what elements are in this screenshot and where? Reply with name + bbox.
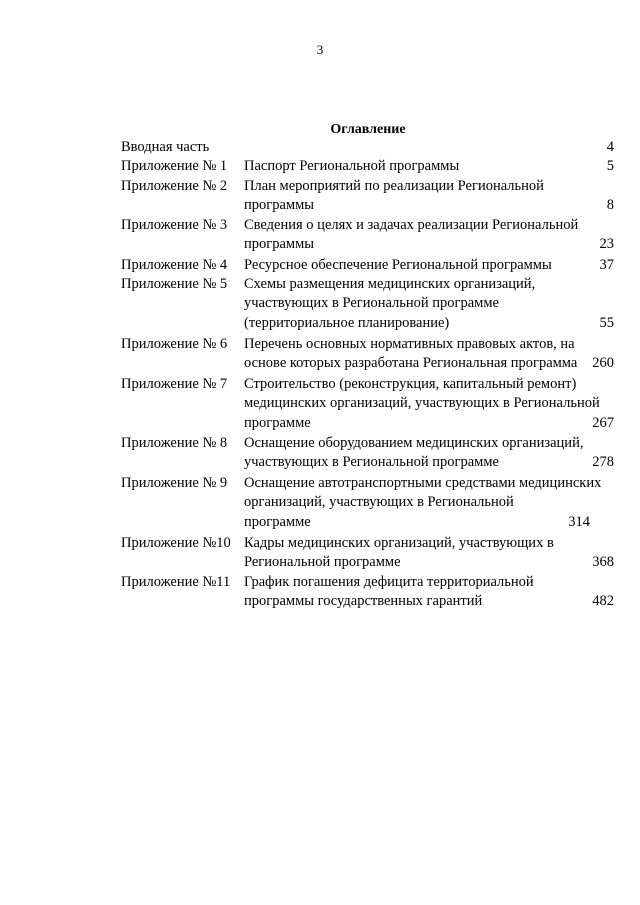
toc-entry-label: Приложение № 7 (121, 376, 228, 392)
toc-entry-title-line: Паспорт Региональной программы (244, 158, 460, 174)
toc-entry-title-line: программы (244, 236, 314, 252)
toc-entry-label: Приложение №11 (121, 574, 231, 590)
toc-entry-title-line: программы государственных гарантий (244, 593, 483, 609)
toc-entry-title-line: организаций, участвующих в Региональной (244, 494, 514, 510)
toc-entry-title-line: Оснащение оборудованием медицинских организаций, (244, 435, 584, 451)
toc-entry-label: Вводная часть (121, 139, 210, 155)
toc-entry-page: 8 (606, 197, 614, 213)
toc-entry-page: 278 (592, 454, 614, 470)
toc-entry-page: 5 (606, 158, 614, 174)
toc-entry-label: Приложение № 5 (121, 276, 228, 292)
toc-entry-title-line: Строительство (реконструкция, капитальный ремонт) (244, 376, 577, 392)
toc-entry-label: Приложение № 2 (121, 178, 228, 194)
toc-entry-title-line: Схемы размещения медицинских организаций, (244, 276, 536, 292)
toc-entry-page: 4 (606, 139, 614, 155)
page-number: 3 (316, 42, 324, 57)
toc-entry-title-line: медицинских организаций, участвующих в Региональной (244, 395, 600, 411)
toc-entry-title-line: План мероприятий по реализации Региональной (244, 178, 544, 194)
toc-entry-label: Приложение № 4 (121, 257, 228, 273)
toc-entry-title-line: программы (244, 197, 314, 213)
toc-entry-title-line: Региональной программе (244, 554, 401, 570)
toc-entry-page: 267 (592, 415, 614, 431)
toc-entry-title-line: программе (244, 514, 311, 530)
toc-entry-page: 23 (599, 236, 614, 252)
toc-entry-page: 368 (592, 554, 614, 570)
toc-entry-title-line: основе которых разработана Региональная программа (244, 355, 578, 371)
toc-entry-label: Приложение №10 (121, 535, 231, 551)
toc-entry-title-line: (территориальное планирование) (244, 315, 450, 331)
toc-entry-page: 37 (599, 257, 614, 273)
toc-entry-title-line: Ресурсное обеспечение Региональной программы (244, 257, 552, 273)
toc-entry-label: Приложение № 9 (121, 475, 228, 491)
toc-entry-label: Приложение № 1 (121, 158, 228, 174)
toc-entry-title-line: Перечень основных нормативных правовых актов, на (244, 336, 575, 352)
toc-entry-title-line: Кадры медицинских организаций, участвующих в (244, 535, 554, 551)
toc-entry-page: 314 (568, 514, 590, 530)
toc-entry-label: Приложение № 3 (121, 217, 228, 233)
toc-entry-title-line: участвующих в Региональной программе (244, 454, 499, 470)
toc-entry-title-line: Оснащение автотранспортными средствами медицинских (244, 475, 602, 491)
toc-title: Оглавление (330, 122, 406, 137)
toc-entry-title-line: Сведения о целях и задачах реализации Региональной (244, 217, 579, 233)
toc-entry-label: Приложение № 8 (121, 435, 228, 451)
toc-entry-page: 260 (592, 355, 614, 371)
toc-entry-label: Приложение № 6 (121, 336, 228, 352)
toc-entry-title-line: участвующих в Региональной программе (244, 295, 499, 311)
toc-entry-page: 55 (599, 315, 614, 331)
toc-entry-title-line: График погашения дефицита территориальной (244, 574, 534, 590)
toc-entry-page: 482 (592, 593, 614, 609)
toc-entry-title-line: программе (244, 415, 311, 431)
